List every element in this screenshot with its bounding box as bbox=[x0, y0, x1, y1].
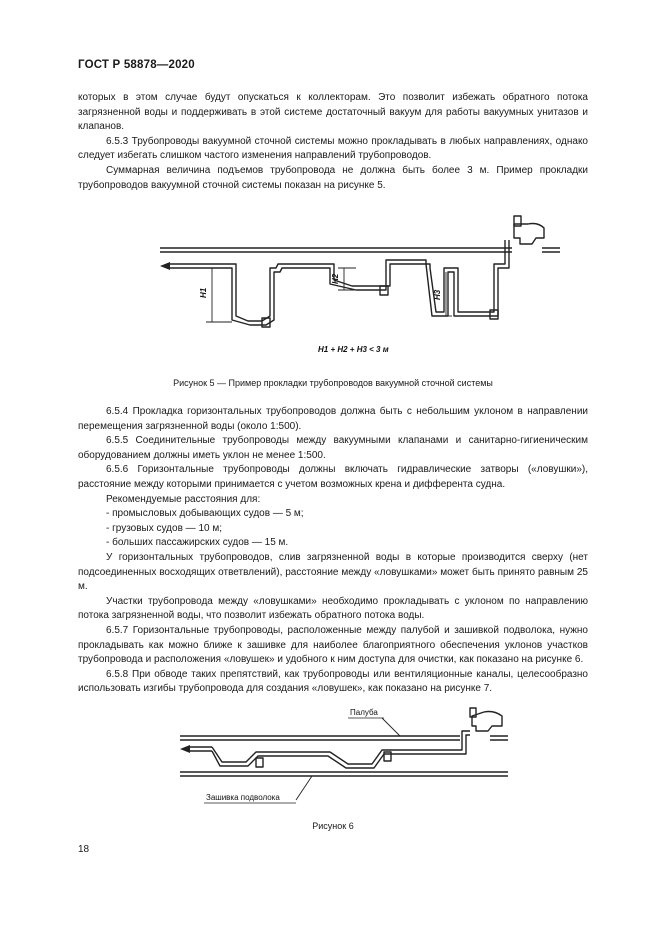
list-item: - больших пассажирских судов — 15 м. bbox=[106, 537, 289, 549]
paragraph: У горизонтальных трубопроводов, слив загрязненной воды в которые производится сверху (нет подсоединенных восходящих ответвлений), расстояние между «ловушками» может быть принято равным 25 м. bbox=[78, 551, 588, 593]
paragraph: 6.5.7 Горизонтальные трубопроводы, расположенные между палубой и зашивкой подволока, нужно прокладывать как можно ближе к зашивке для наиболее благоприятного обеспечения уклонов участков трубопровода и расположения «ловушек» и удобного к ним доступа для очистки, как показано на рисунке 6. bbox=[78, 624, 588, 666]
doc-header: ГОСТ Р 58878—2020 bbox=[78, 59, 195, 71]
paragraph: 6.5.4 Прокладка горизонтальных трубопроводов должна быть с небольшим уклоном в направлении перемещения загрязненной воды (около 1:500). bbox=[78, 406, 588, 432]
list-item: - промысловых добывающих судов — 5 м; bbox=[106, 508, 304, 520]
deck-label: Палуба bbox=[350, 708, 378, 717]
paragraph: 6.5.6 Горизонтальные трубопроводы должны включать гидравлические затворы («ловушки»), расстояние между которыми принимается с учетом возможных крена и дифферента судна. bbox=[78, 464, 588, 490]
list-item: - грузовых судов — 10 м; bbox=[106, 522, 223, 534]
h1-label: H1 bbox=[199, 287, 208, 298]
figure-6-caption: Рисунок 6 bbox=[312, 821, 354, 831]
paragraph: Суммарная величина подъемов трубопровода не должна быть более 3 м. Пример прокладки трубопроводов вакуумной сточной системы показан на рисунке 5. bbox=[78, 164, 588, 191]
paragraph: 6.5.8 При обводе таких препятствий, как трубопроводы или вентиляционные каналы, целесообразно использовать изгибы трубопровода для создания «ловушек», как показано на рисунке 7. bbox=[78, 668, 588, 695]
paragraph: 6.5.3 Трубопроводы вакуумной сточной системы можно прокладывать в любых направлениях, однако следует избегать слишком частого изменения направлений трубопроводов. bbox=[78, 135, 588, 162]
h3-label: H3 bbox=[433, 289, 442, 300]
h2-label: H2 bbox=[331, 273, 340, 284]
page-number: 18 bbox=[78, 844, 90, 855]
figure-5-caption: Рисунок 5 — Пример прокладки трубопроводов вакуумной сточной системы bbox=[173, 378, 493, 388]
paragraph: Рекомендуемые расстояния для: bbox=[106, 493, 261, 505]
paragraph: которых в этом случае будут опускаться к коллекторам. Это позволит избежать обратного потока загрязненной воды и поддерживать в этой системе достаточный вакуум для работы вакуумных унитазов и клапанов. bbox=[78, 92, 588, 133]
paragraph: 6.5.5 Соединительные трубопроводы между вакуумными клапанами и санитарно-гигиеническим оборудованием должны иметь уклон не менее 1:500. bbox=[78, 435, 588, 461]
paragraph: Участки трубопровода между «ловушками» необходимо прокладывать с уклоном по направлению потока загрязненной воды, что позволит избежать обратного потока воды. bbox=[78, 595, 588, 622]
figure-5-formula: H1 + H2 + H3 < 3 м bbox=[318, 345, 389, 354]
ceiling-lining-label: Зашивка подволока bbox=[206, 793, 280, 802]
